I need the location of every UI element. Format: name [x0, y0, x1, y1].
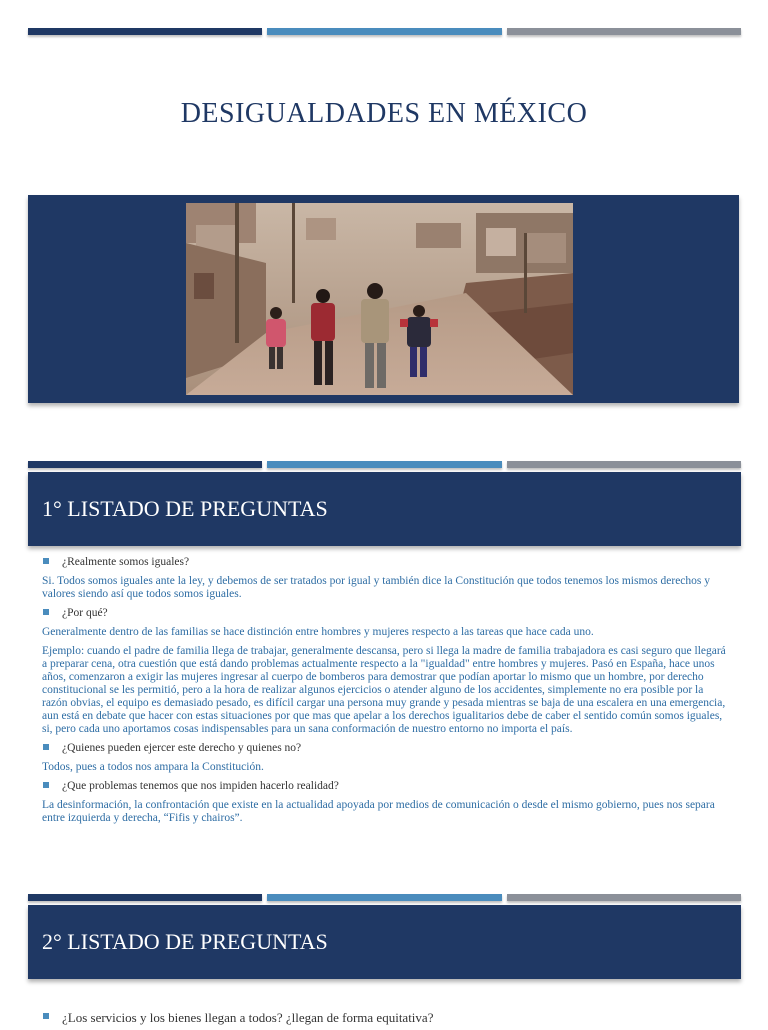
section2-heading: 2° LISTADO DE PREGUNTAS [42, 929, 328, 954]
section2-content [42, 1011, 728, 1030]
street-children-photo [186, 203, 573, 395]
square-bullet-icon [43, 1013, 49, 1019]
square-bullet-icon [43, 558, 49, 564]
section2-header [28, 905, 741, 979]
answer-paragraph: Si. Todos somos iguales ante la ley, y debemos de ser tratados por igual y también dice la Constitución que todos tenemos los mismos derechos y valores siendo así que todos somos iguales. [42, 575, 710, 600]
answer-paragraph: Ejemplo: cuando el padre de familia llega de trabajar, generalmente descansa, pero si llega la madre de familia trabajadora es casi seguro que llegará a preparar cena, otra cuestión que está dando problemas actualmente respecto a la "igualdad" entre hombres y mujeres. Pasó en España, hace unos años, comenzaron a exigir las mujeres ingresar al cuerpo de bomberos para demostrar que podían aportar lo mismo que un hombre, por derecho constitucional se les permitió, pero a la hora de realizar algunos ejercicios o atender alguno de los accidentes, simplemente no era posible por la razón obvias, el equipo es demasiado pesado, es difícil cargar una persona muy grande y pesada mientras se baja de una escalera en una emergencia, aun está en debate que hacer con estas situaciones por que mas que apelar a los derechos igualitarios debe de caber el sentido común somos iguales, si, pero cada uno aportamos cosas indispensables para un sana conformación de nuestro entorno no importa el país. [42, 645, 726, 735]
question-item: ¿Realmente somos iguales? [42, 556, 728, 569]
question-item: ¿Que problemas tenemos que nos impiden hacerlo realidad? [42, 780, 728, 793]
stripe-navy [28, 28, 262, 35]
stripe-blue [267, 461, 501, 468]
top-decorative-stripes [28, 28, 741, 37]
answer-paragraph: Generalmente dentro de las familias se hace distinción entre hombres y mujeres respecto a las tareas que hace cada uno. [42, 626, 594, 638]
stripe-gray [507, 28, 741, 35]
stripe-gray [507, 461, 741, 468]
stripe-blue [267, 28, 501, 35]
section1-content [42, 556, 728, 831]
question-item: ¿Por qué? [42, 607, 728, 620]
stripe-gray [507, 894, 741, 901]
square-bullet-icon [43, 782, 49, 788]
section2-decorative-stripes [28, 894, 741, 903]
square-bullet-icon [43, 744, 49, 750]
question-item: ¿Quienes pueden ejercer este derecho y quienes no? [42, 742, 728, 755]
question-item: ¿Los servicios y los bienes llegan a todos? ¿llegan de forma equitativa? [42, 1011, 728, 1024]
section1-decorative-stripes [28, 461, 741, 470]
stripe-navy [28, 461, 262, 468]
answer-paragraph: La desinformación, la confrontación que existe en la actualidad apoyada por medios de comunicación o desde el mismo gobierno, pues nos separa entre izquierda y derecha, “Fifis y chairos”. [42, 799, 715, 824]
section1-heading: 1° LISTADO DE PREGUNTAS [42, 496, 328, 521]
answer-paragraph: Todos, pues a todos nos ampara la Constitución. [42, 761, 264, 773]
photo-band [28, 195, 739, 403]
square-bullet-icon [43, 609, 49, 615]
stripe-blue [267, 894, 501, 901]
section1-header [28, 472, 741, 546]
slide-title: DESIGUALDADES EN MÉXICO [180, 98, 588, 129]
stripe-navy [28, 894, 262, 901]
